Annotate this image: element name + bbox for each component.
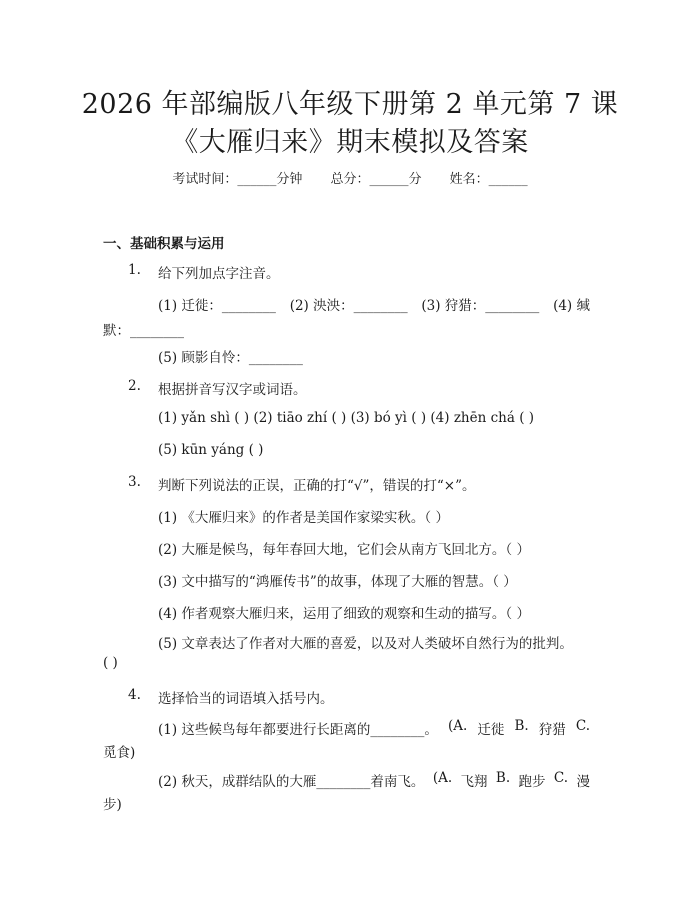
question-number: 2. bbox=[128, 378, 141, 394]
question-text: 给下列加点字注音。 bbox=[158, 266, 280, 282]
q4-item-1 bbox=[158, 718, 590, 738]
q4-item-part: B. bbox=[495, 770, 511, 786]
question-number: 1. bbox=[128, 262, 141, 278]
q4-item-part: (A. bbox=[448, 718, 468, 734]
q3-item: (3) 文中描写的“鸿雁传书”的故事，体现了大雁的智慧。（ ） bbox=[158, 574, 517, 590]
q3-item: (5) 文章表达了作者对大雁的喜爱，以及对人类破坏自然行为的批判。 bbox=[158, 636, 573, 652]
student-name-field: 姓名：______ bbox=[449, 172, 528, 187]
q4-item-part: 狩猎 bbox=[538, 722, 566, 738]
q2-line-2: (5) kūn yáng ( ) bbox=[158, 442, 264, 458]
q4-item-part: 迁徙 bbox=[477, 722, 505, 738]
q1-line-2: (5) 顾影自怜：________ bbox=[158, 350, 303, 366]
q4-item-part: C. bbox=[553, 770, 569, 786]
exam-info bbox=[0, 168, 700, 187]
q1-line-1-wrap: 默：________ bbox=[103, 323, 184, 339]
q1-line-1 bbox=[158, 294, 590, 314]
total-score-field: 总分：______分 bbox=[330, 172, 422, 187]
q1-item: (2) 泱泱：________ bbox=[289, 298, 408, 314]
exam-time-field: 考试时间：______分钟 bbox=[172, 172, 303, 187]
question-text: 判断下列说法的正误，正确的打“√”，错误的打“×”。 bbox=[158, 478, 476, 494]
q1-item: (4) 缄 bbox=[553, 298, 590, 314]
q3-item: (2) 大雁是候鸟，每年春回大地，它们会从南方飞回北方。（ ） bbox=[158, 542, 530, 558]
question-number: 4. bbox=[128, 687, 141, 703]
section-heading: 一、基础积累与运用 bbox=[103, 236, 225, 252]
q1-item: (3) 狩猎：________ bbox=[421, 298, 540, 314]
q3-item: (1) 《大雁归来》的作者是美国作家梁实秋。（ ） bbox=[158, 510, 449, 526]
q1-item: (1) 迁徙：________ bbox=[158, 298, 276, 314]
q4-item-2-wrap: 步) bbox=[103, 797, 122, 813]
question-text: 选择恰当的词语填入括号内。 bbox=[158, 691, 334, 707]
q4-item-part: (A. bbox=[432, 770, 453, 786]
title-line-1: 2026 年部编版八年级下册第 2 单元第 7 课 bbox=[81, 89, 619, 120]
q3-item-5-wrap: ( ) bbox=[103, 655, 118, 671]
q4-item-part: B. bbox=[514, 718, 529, 734]
title-line-2: 《大雁归来》期末模拟及答案 bbox=[171, 127, 529, 158]
q4-item-part: 跑步 bbox=[518, 774, 546, 790]
question-text: 根据拼音写汉字或词语。 bbox=[158, 382, 307, 398]
q2-line-1: (1) yǎn shì ( ) (2) tiāo zhí ( ) (3) bó yì ( ) (4) zhēn chá ( ) bbox=[158, 410, 535, 426]
q4-item-1-wrap: 觅食) bbox=[103, 745, 136, 761]
q4-item-part: C. bbox=[575, 718, 590, 734]
q3-item: (4) 作者观察大雁归来，运用了细致的观察和生动的描写。（ ） bbox=[158, 606, 530, 622]
q4-item-part: 飞翔 bbox=[460, 774, 488, 790]
q4-item-part: (1) 这些候鸟每年都要进行长距离的________。 bbox=[158, 722, 438, 738]
question-number: 3. bbox=[128, 474, 141, 490]
q4-item-part: (2) 秋天，成群结队的大雁________着南飞。 bbox=[158, 774, 425, 790]
q4-item-2 bbox=[158, 770, 590, 790]
q4-item-part: 漫 bbox=[576, 774, 590, 790]
